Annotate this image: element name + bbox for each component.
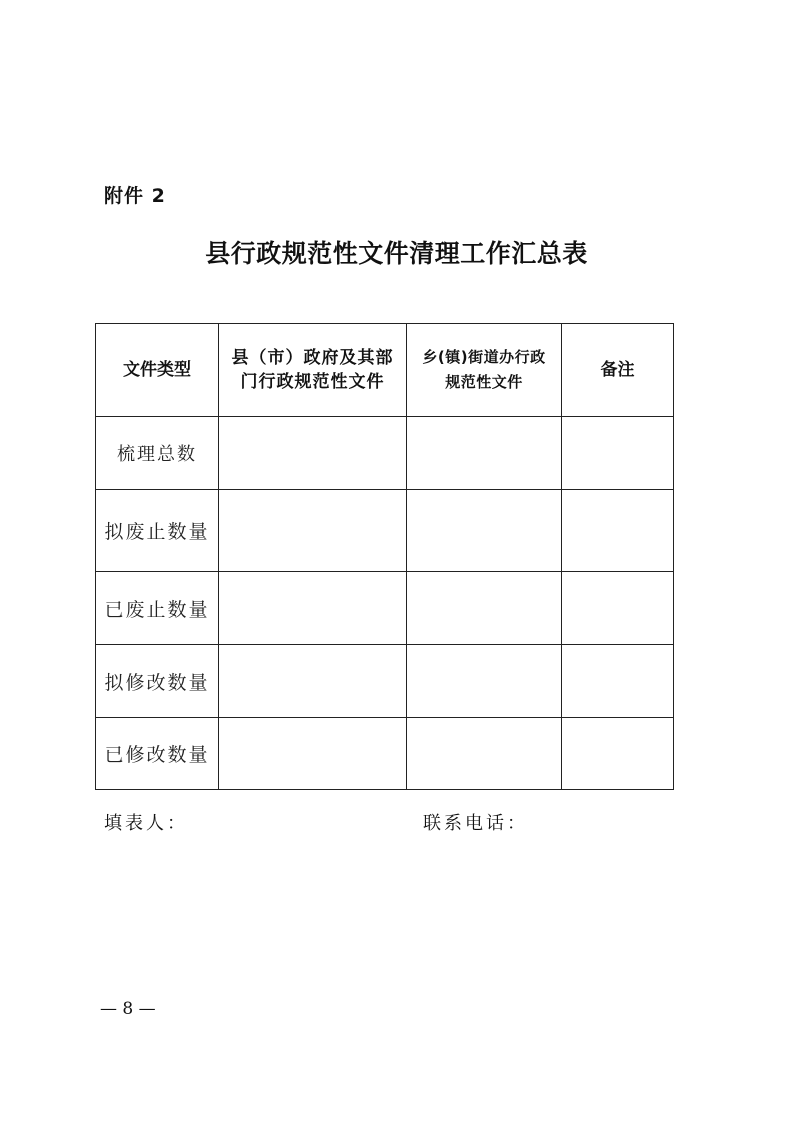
town-cell (407, 417, 562, 490)
county-cell (219, 572, 407, 645)
town-cell (407, 645, 562, 718)
remark-cell (562, 572, 674, 645)
page-number: — 8 — (100, 999, 156, 1019)
table-header-row (96, 324, 674, 417)
table-row (96, 417, 674, 490)
header-town-docs: 乡(镇)街道办行政规范性文件 (407, 324, 562, 417)
remark-cell (562, 490, 674, 572)
header-file-type: 文件类型 (96, 324, 219, 417)
remark-cell (562, 645, 674, 718)
remark-cell (562, 718, 674, 790)
county-cell (219, 417, 407, 490)
form-filler-label: 填表人： (104, 813, 188, 834)
town-cell (407, 572, 562, 645)
table-row (96, 718, 674, 790)
town-cell (407, 718, 562, 790)
table-row (96, 572, 674, 645)
summary-table (95, 323, 674, 790)
row-label: 拟废止数量 (96, 490, 219, 572)
county-cell (219, 490, 407, 572)
page-title: 县行政规范性文件清理工作汇总表 (205, 239, 588, 268)
attachment-label: 附件 2 (104, 185, 166, 207)
contact-phone-label: 联系电话： (423, 813, 528, 834)
header-remark: 备注 (562, 324, 674, 417)
remark-cell (562, 417, 674, 490)
row-label: 已修改数量 (96, 718, 219, 790)
header-county-docs: 县（市）政府及其部门行政规范性文件 (219, 324, 407, 417)
row-label: 拟修改数量 (96, 645, 219, 718)
row-label: 已废止数量 (96, 572, 219, 645)
table-row (96, 645, 674, 718)
county-cell (219, 718, 407, 790)
town-cell (407, 490, 562, 572)
county-cell (219, 645, 407, 718)
row-label: 梳理总数 (96, 417, 219, 490)
table-row (96, 490, 674, 572)
